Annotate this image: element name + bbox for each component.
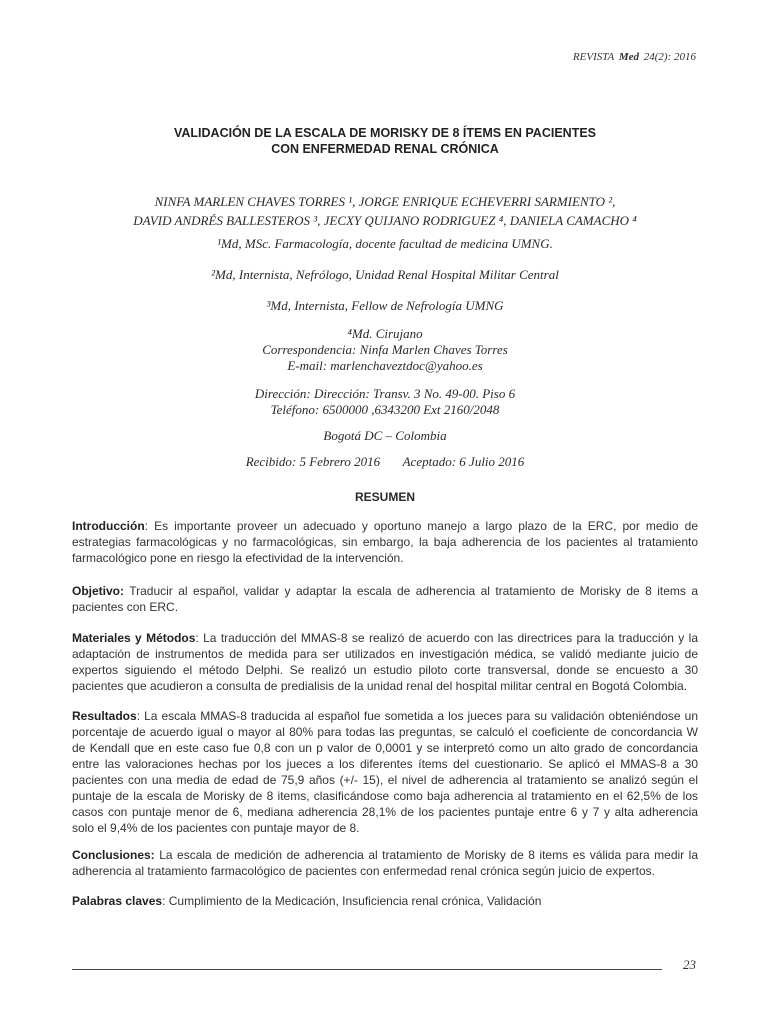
journal-logo: Med <box>618 51 639 63</box>
conclusions-text: La escala de medición de adherencia al tratamiento de Morisky de 8 items es válida para medir la adherencia al tratamiento farmacológico de pacientes con enfermedad renal crónica según juicio de expertos. <box>72 848 698 878</box>
author-list <box>72 192 698 230</box>
keywords-text: : Cumplimiento de la Medicación, Insuficiencia renal crónica, Validación <box>162 894 542 908</box>
objective-label: Objetivo: <box>72 584 125 598</box>
keywords-label: Palabras claves <box>72 894 163 908</box>
authors-line-1: NINFA MARLEN CHAVES TORRES ¹, JORGE ENRIQUE ECHEVERRI SARMIENTO ², <box>154 194 616 209</box>
correspondence: Correspondencia: Ninfa Marlen Chaves Torres <box>262 342 508 357</box>
abstract-methods <box>72 630 698 694</box>
abstract-heading: RESUMEN <box>354 490 415 504</box>
title-line-2: CON ENFERMEDAD RENAL CRÓNICA <box>271 142 499 156</box>
phone: Teléfono: 6500000 ,6343200 Ext 2160/2048 <box>270 402 500 417</box>
results-label: Resultados <box>72 709 137 723</box>
abstract-results <box>72 708 698 836</box>
article-title <box>72 125 698 157</box>
affiliation-4: ⁴Md. Cirujano <box>347 326 423 341</box>
email: E-mail: marlenchaveztdoc@yahoo.es <box>287 358 483 373</box>
running-head <box>573 51 696 63</box>
abstract-introduction <box>72 518 698 566</box>
affiliation-1: ¹Md, MSc. Farmacología, docente facultad de medicina UMNG. <box>217 236 553 251</box>
results-text: : La escala MMAS-8 traducida al español fue sometida a los jueces para su validación obteniéndose un porcentaje de acuerdo igual o mayor al 80% para todas las preguntas, se calculó el coeficiente de concordancia W de Kendall que en este caso fue 0,8 con un p valor de 0,0001 y se interpretó como un alto grado de concordancia entre las valoraciones hechas por los jueces a los diferentes ítems del cuestionario. Se aplicó el MMAS-8 a 30 pacientes con una media de edad de 75,9 años (+/- 15), el nivel de adherencia al tratamiento se analizó según el puntaje de la escala de Morisky de 8 items, clasificándose como baja adherencia al tratamiento en el 62,5% de los casos con puntaje menor de 6, mediana adherencia 28,1% de los pacientes puntaje entre 6 y 7 y alta adherencia solo el 9,4% de los pacientes con puntaje mayor de 8. <box>72 709 698 835</box>
dates: Recibido: 5 Febrero 2016 Aceptado: 6 Julio 2016 <box>245 454 525 469</box>
authors-line-2: DAVID ANDRÉS BALLESTEROS ³, JECXY QUIJANO RODRIGUEZ ⁴, DANIELA CAMACHO ⁴ <box>133 213 637 228</box>
introduction-label: Introducción <box>72 519 145 533</box>
abstract-conclusions <box>72 847 698 879</box>
methods-text: : La traducción del MMAS-8 se realizó de acuerdo con las directrices para la traducción y la adaptación de instrumentos de medida para ser utilizados en investigación médica, se validó mediante juicio de expertos siguiendo el método Delphi. Se realizó un estudio piloto corte transversal, donde se encuesto a 30 pacientes que acudieron a consulta de predialisis de la unidad renal del hospital militar central en Bogotá Colombia. <box>72 631 698 693</box>
affiliation-3: ³Md, Internista, Fellow de Nefrología UMNG <box>266 298 504 313</box>
abstract-keywords <box>72 893 698 909</box>
affiliation-2: ²Md, Internista, Nefrólogo, Unidad Renal Hospital Militar Central <box>211 267 559 282</box>
journal-prefix: REVISTA <box>572 51 615 63</box>
journal-issue: 24(2): 2016 <box>643 51 696 63</box>
page-number: 23 <box>683 957 696 972</box>
title-line-1: VALIDACIÓN DE LA ESCALA DE MORISKY DE 8 ÍTEMS EN PACIENTES <box>173 126 597 140</box>
methods-label: Materiales y Métodos <box>72 631 196 645</box>
abstract-objective <box>72 583 698 615</box>
objective-text: Traducir al español, validar y adaptar la escala de adherencia al tratamiento de Morisky de 8 items a pacientes con ERC. <box>72 584 698 614</box>
introduction-text: : Es importante proveer un adecuado y oportuno manejo a largo plazo de la ERC, por medio de estrategias farmacológicas y no farmacológicas, sin embargo, la baja adherencia de los pacientes al tratamiento farmacológico pone en riesgo la efectividad de la intervención. <box>72 519 698 565</box>
address: Dirección: Dirección: Transv. 3 No. 49-00. Piso 6 <box>254 386 516 401</box>
footer-rule <box>72 969 662 970</box>
city: Bogotá DC – Colombia <box>323 428 447 443</box>
conclusions-label: Conclusiones: <box>72 848 155 862</box>
